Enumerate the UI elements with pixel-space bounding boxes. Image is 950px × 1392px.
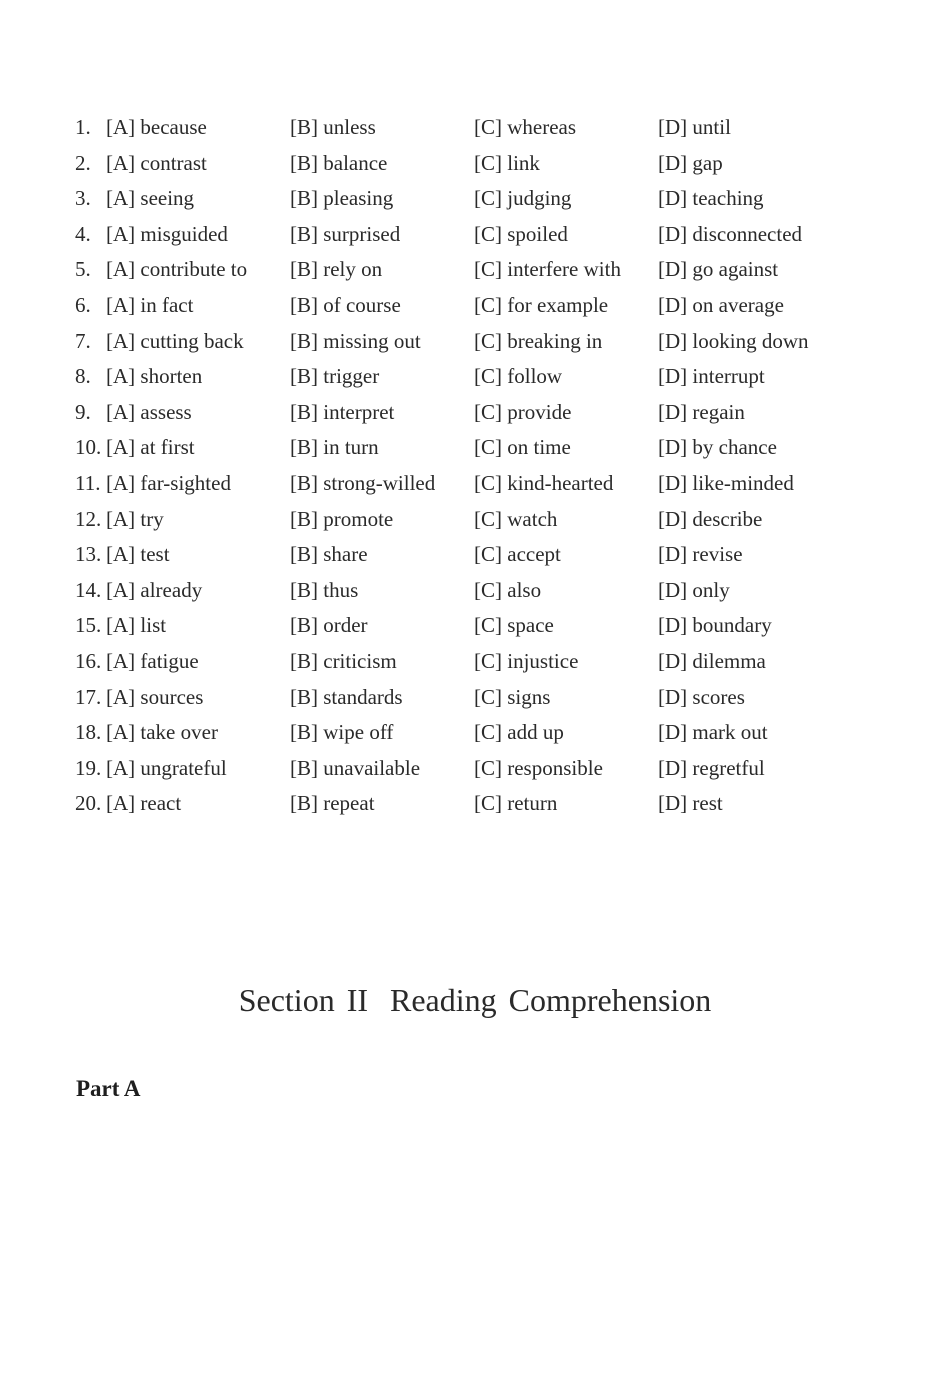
question-row — [0, 359, 950, 395]
question-row — [0, 395, 950, 431]
question-row — [0, 537, 950, 573]
option-a: [A] in fact — [106, 292, 194, 317]
option-c: [C] judging — [474, 186, 572, 211]
option-b: [B] pleasing — [290, 186, 394, 211]
question-number: 10. — [75, 435, 102, 460]
option-c: [C] follow — [474, 364, 563, 389]
question-row — [0, 715, 950, 751]
option-a: [A] at first — [106, 435, 195, 460]
option-c: [C] also — [474, 577, 542, 602]
option-b: [B] interpret — [290, 399, 395, 424]
option-a: [A] sources — [106, 684, 204, 709]
option-c: [C] breaking in — [474, 328, 603, 353]
option-a: [A] contribute to — [106, 257, 248, 282]
option-b: [B] balance — [290, 150, 388, 175]
question-row — [0, 181, 950, 217]
option-d: [D] on average — [658, 292, 784, 317]
option-d: [D] teaching — [658, 186, 764, 211]
question-number: 19. — [75, 755, 102, 780]
question-number: 13. — [75, 542, 102, 567]
option-d: [D] looking down — [658, 328, 809, 353]
option-d: [D] scores — [658, 684, 745, 709]
option-a: [A] take over — [106, 720, 218, 745]
option-d: [D] regain — [658, 399, 745, 424]
option-c: [C] injustice — [474, 648, 579, 673]
section-title-text: Reading Comprehension — [390, 982, 712, 1018]
question-number: 17. — [75, 684, 102, 709]
option-b: [B] promote — [290, 506, 394, 531]
option-c: [C] for example — [474, 292, 609, 317]
option-d: [D] interrupt — [658, 364, 765, 389]
option-a: [A] try — [106, 506, 164, 531]
option-a: [A] test — [106, 542, 170, 567]
option-d: [D] regretful — [658, 755, 765, 780]
question-row — [0, 786, 950, 822]
section-heading — [0, 982, 950, 1019]
option-d: [D] go against — [658, 257, 779, 282]
option-d: [D] disconnected — [658, 221, 803, 246]
question-number: 5. — [75, 257, 91, 282]
question-number: 9. — [75, 399, 91, 424]
option-d: [D] rest — [658, 791, 723, 816]
option-c: [C] kind-hearted — [474, 470, 614, 495]
option-d: [D] only — [658, 577, 730, 602]
option-d: [D] by chance — [658, 435, 777, 460]
option-b: [B] in turn — [290, 435, 379, 460]
question-row — [0, 466, 950, 502]
option-b: [B] trigger — [290, 364, 380, 389]
option-c: [C] watch — [474, 506, 558, 531]
option-a: [A] contrast — [106, 150, 207, 175]
question-row — [0, 680, 950, 716]
option-a: [A] fatigue — [106, 648, 199, 673]
question-row — [0, 288, 950, 324]
option-b: [B] wipe off — [290, 720, 394, 745]
question-row — [0, 644, 950, 680]
section-number: Section II — [238, 982, 368, 1018]
question-row — [0, 252, 950, 288]
option-a: [A] react — [106, 791, 182, 816]
question-row — [0, 430, 950, 466]
question-row — [0, 110, 950, 146]
option-b: [B] criticism — [290, 648, 397, 673]
options-table — [0, 110, 950, 822]
option-a: [A] list — [106, 613, 167, 638]
question-row — [0, 751, 950, 787]
option-c: [C] accept — [474, 542, 561, 567]
option-c: [C] whereas — [474, 115, 577, 139]
question-number: 6. — [75, 292, 91, 317]
question-number: 20. — [75, 791, 102, 816]
question-row — [0, 217, 950, 253]
option-a: [A] already — [106, 577, 203, 602]
option-c: [C] signs — [474, 684, 551, 709]
option-b: [B] missing out — [290, 328, 421, 353]
option-a: [A] seeing — [106, 186, 195, 211]
option-c: [C] responsible — [474, 755, 603, 780]
option-c: [C] spoiled — [474, 221, 568, 246]
question-number: 1. — [75, 115, 91, 139]
option-b: [B] of course — [290, 292, 401, 317]
question-number: 4. — [75, 221, 91, 246]
option-c: [C] space — [474, 613, 554, 638]
question-number: 15. — [75, 613, 102, 638]
option-d: [D] mark out — [658, 720, 768, 745]
question-number: 2. — [75, 150, 91, 175]
option-c: [C] interfere with — [474, 257, 621, 282]
option-b: [B] unavailable — [290, 755, 421, 780]
question-number: 3. — [75, 186, 91, 211]
option-b: [B] repeat — [290, 791, 375, 816]
option-d: [D] boundary — [658, 613, 772, 638]
option-d: [D] gap — [658, 150, 723, 175]
question-number: 11. — [75, 470, 101, 495]
option-d: [D] revise — [658, 542, 743, 567]
question-row — [0, 324, 950, 360]
option-b: [B] thus — [290, 577, 359, 602]
part-heading: Part A — [76, 1076, 141, 1101]
option-a: [A] ungrateful — [106, 755, 227, 780]
question-number: 7. — [75, 328, 91, 353]
question-number: 18. — [75, 720, 102, 745]
question-row — [0, 573, 950, 609]
question-row — [0, 608, 950, 644]
option-a: [A] far-sighted — [106, 470, 231, 495]
question-row — [0, 146, 950, 182]
option-a: [A] shorten — [106, 364, 203, 389]
option-b: [B] strong-willed — [290, 470, 436, 495]
option-b: [B] share — [290, 542, 368, 567]
option-c: [C] provide — [474, 399, 572, 424]
option-a: [A] cutting back — [106, 328, 244, 353]
option-b: [B] order — [290, 613, 368, 638]
option-d: [D] until — [658, 115, 731, 139]
option-c: [C] add up — [474, 720, 564, 745]
option-c: [C] on time — [474, 435, 571, 460]
option-c: [C] return — [474, 791, 558, 816]
question-number: 16. — [75, 648, 102, 673]
option-a: [A] because — [106, 115, 207, 139]
option-b: [B] standards — [290, 684, 403, 709]
option-b: [B] rely on — [290, 257, 383, 282]
option-a: [A] assess — [106, 399, 192, 424]
option-d: [D] dilemma — [658, 648, 766, 673]
option-d: [D] like-minded — [658, 470, 794, 495]
option-c: [C] link — [474, 150, 540, 175]
option-b: [B] unless — [290, 115, 376, 139]
option-b: [B] surprised — [290, 221, 401, 246]
option-d: [D] describe — [658, 506, 763, 531]
question-number: 12. — [75, 506, 102, 531]
question-number: 8. — [75, 364, 91, 389]
option-a: [A] misguided — [106, 221, 228, 246]
question-number: 14. — [75, 577, 102, 602]
question-row — [0, 502, 950, 538]
